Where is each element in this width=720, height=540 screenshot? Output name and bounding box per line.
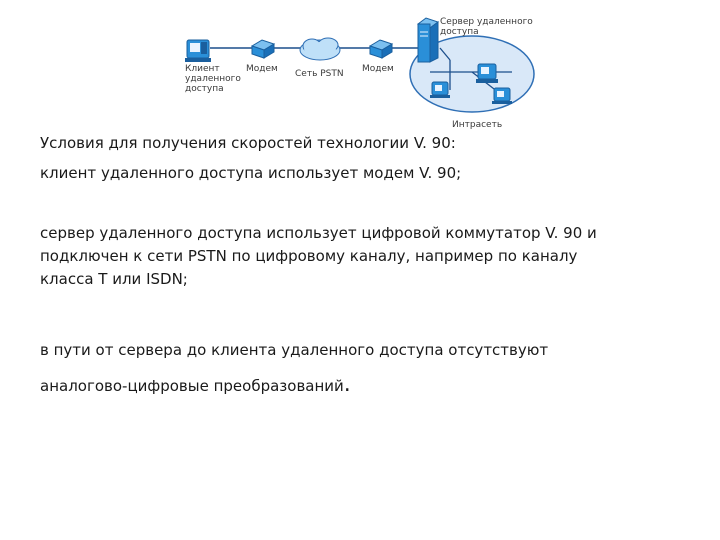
modem-right-label: Модем — [362, 64, 394, 74]
server-label-line1: Сервер удаленного — [440, 17, 533, 27]
intranet-label: Интрасеть — [452, 120, 503, 130]
server-condition-paragraph — [40, 222, 680, 291]
client-label-line1: Клиент — [185, 64, 220, 74]
modem-left-label: Модем — [246, 64, 278, 74]
path-condition-line2 — [40, 368, 680, 404]
server-condition-line3: класса Т или ISDN; — [40, 270, 188, 288]
client-computer-icon — [185, 40, 211, 62]
intranet-host-icon — [430, 82, 450, 98]
client-label-line2: удаленного — [185, 74, 241, 84]
intranet-host-icon — [492, 88, 512, 104]
intranet-host-icon — [476, 64, 498, 83]
pstn-label: Сеть PSTN — [295, 69, 344, 79]
period-mark: . — [343, 372, 351, 397]
network-cloud-icon — [300, 38, 340, 60]
path-condition-paragraph — [40, 332, 680, 404]
server-tower-icon — [418, 18, 438, 62]
client-label-line3: доступа — [185, 84, 224, 94]
path-condition-text: аналогово-цифровые преобразований — [40, 377, 344, 395]
path-condition-line1: в пути от сервера до клиента удаленного доступа отсутствуют — [40, 341, 549, 359]
client-condition: клиент удаленного доступа использует модем V. 90; — [40, 164, 462, 182]
server-condition-line2: подключен к сети PSTN по цифровому каналу, например по каналу — [40, 247, 578, 265]
conditions-heading: Условия для получения скоростей технологии V. 90: — [40, 134, 456, 152]
modem-icon — [252, 40, 274, 58]
modem-icon — [370, 40, 392, 58]
server-label-line2: доступа — [440, 27, 479, 37]
server-condition-line1: сервер удаленного доступа использует цифровой коммутатор V. 90 и — [40, 224, 597, 242]
network-diagram — [0, 0, 720, 135]
conditions-paragraph — [40, 128, 680, 188]
